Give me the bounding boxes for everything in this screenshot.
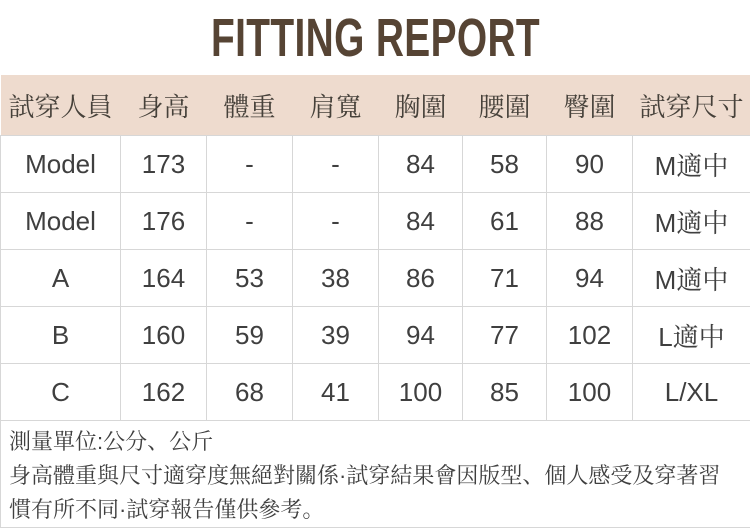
footer-note (1, 421, 750, 528)
column-header-waist: 腰圍 (463, 75, 547, 136)
table-cell: M適中 (633, 250, 750, 307)
column-header-hip: 臀圍 (547, 75, 633, 136)
table-cell: Model (1, 136, 121, 193)
table-row (1, 364, 750, 421)
table-cell: 84 (379, 136, 463, 193)
table-cell: 39 (293, 307, 379, 364)
table-cell: 77 (463, 307, 547, 364)
column-header-height: 身高 (121, 75, 207, 136)
column-header-shoulder: 肩寬 (293, 75, 379, 136)
table-cell: 160 (121, 307, 207, 364)
header-row (1, 75, 750, 136)
column-header-bust: 胸圍 (379, 75, 463, 136)
table-cell: 176 (121, 193, 207, 250)
table-cell: 164 (121, 250, 207, 307)
table-cell: 61 (463, 193, 547, 250)
table-cell: - (293, 136, 379, 193)
page-title: FITTING REPORT (210, 7, 540, 68)
table-cell: 68 (207, 364, 293, 421)
table-cell: M適中 (633, 193, 750, 250)
table-cell: 100 (547, 364, 633, 421)
column-header-fitting-size: 試穿尺寸 (633, 75, 750, 136)
table-cell: C (1, 364, 121, 421)
table-cell: 94 (547, 250, 633, 307)
disclaimer-note: 身高體重與尺寸適穿度無絕對關係·試穿結果會因版型、個人感受及穿著習慣有所不同·試穿報告僅供參考。 (9, 463, 721, 522)
table-cell: 41 (293, 364, 379, 421)
table-cell: 162 (121, 364, 207, 421)
table-cell: 173 (121, 136, 207, 193)
column-header-weight: 體重 (207, 75, 293, 136)
table-cell: Model (1, 193, 121, 250)
table-cell: 71 (463, 250, 547, 307)
table-cell: B (1, 307, 121, 364)
table-cell: - (293, 193, 379, 250)
table-cell: M適中 (633, 136, 750, 193)
table-cell: 88 (547, 193, 633, 250)
table-cell: 86 (379, 250, 463, 307)
fitting-table (0, 75, 750, 528)
table-row (1, 136, 750, 193)
table-cell: 38 (293, 250, 379, 307)
table-cell: A (1, 250, 121, 307)
measurement-unit-note: 測量單位:公分、公斤 (9, 429, 214, 454)
table-cell: - (207, 136, 293, 193)
table-row (1, 193, 750, 250)
table-cell: 85 (463, 364, 547, 421)
table-cell: 100 (379, 364, 463, 421)
table-cell: 90 (547, 136, 633, 193)
title-bar (0, 0, 750, 75)
table-cell: 84 (379, 193, 463, 250)
column-header-tester: 試穿人員 (1, 75, 121, 136)
table-cell: L適中 (633, 307, 750, 364)
table-cell: 53 (207, 250, 293, 307)
footer-row (1, 421, 750, 528)
table-row (1, 250, 750, 307)
table-row (1, 307, 750, 364)
table-cell: 58 (463, 136, 547, 193)
table-cell: - (207, 193, 293, 250)
table-cell: 102 (547, 307, 633, 364)
table-cell: L/XL (633, 364, 750, 421)
table-cell: 59 (207, 307, 293, 364)
table-cell: 94 (379, 307, 463, 364)
